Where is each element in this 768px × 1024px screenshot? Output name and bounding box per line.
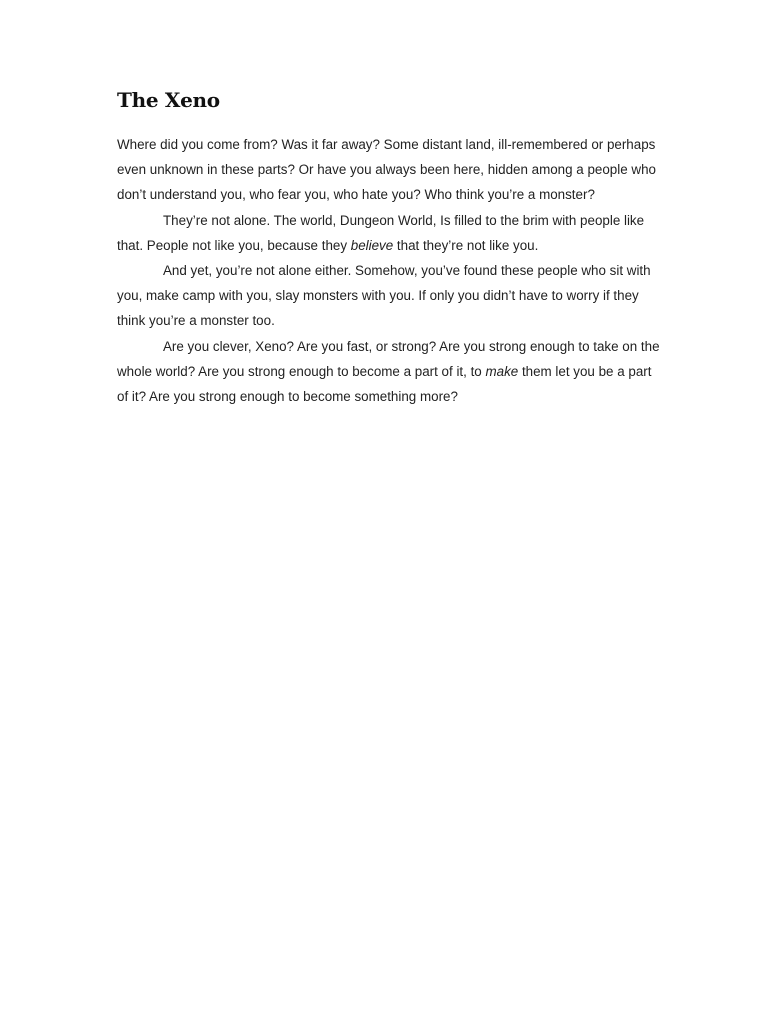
paragraph-1 <box>117 132 662 208</box>
paragraph-2-text-start: They’re not alone. The world, Dungeon World, Is filled to the brim with people like that. People not like you, because they <box>117 212 645 253</box>
paragraph-4-emphasis: make <box>485 363 519 379</box>
paragraph-4 <box>117 334 662 410</box>
paragraph-4-text-start: Are you clever, Xeno? Are you fast, or strong? Are you strong enough to take on the whole world? Are you strong enough to become a part of it, to <box>117 338 660 379</box>
paragraph-2-emphasis: believe <box>350 237 394 253</box>
paragraph-2 <box>117 208 662 258</box>
paragraph-1-text: Where did you come from? Was it far away? Some distant land, ill-remembered or perhaps even unknown in these parts? Or have you always been here, hidden among a people who don’t understand you, who fear you, who hate you? Who think you’re a monster? <box>117 137 656 203</box>
document-body <box>117 132 662 409</box>
document-title: The Xeno <box>117 88 220 112</box>
paragraph-3-text: And yet, you’re not alone either. Somehow, you’ve found these people who sit with you, make camp with you, slay monsters with you. If only you didn’t have to worry if they think you’re a monster too. <box>117 263 651 329</box>
paragraph-3 <box>117 258 662 334</box>
paragraph-2-text-end: that they’re not like you. <box>393 237 539 253</box>
document-content <box>117 84 662 409</box>
paragraph-4-text-end: them let you be a part of it? Are you strong enough to become something more? <box>117 363 652 405</box>
